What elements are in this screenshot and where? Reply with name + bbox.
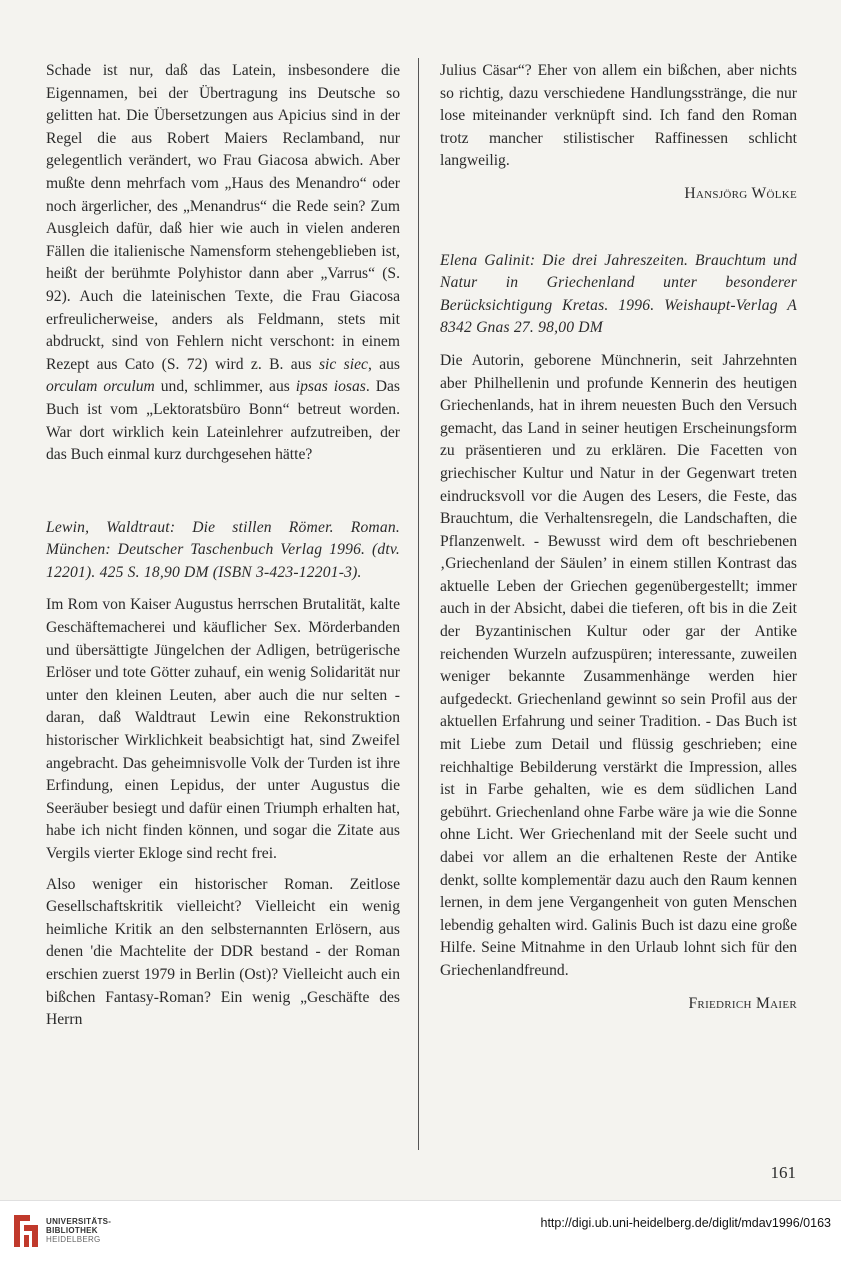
italic-term: ipsas iosas (295, 378, 366, 396)
bibliography-lewin: Lewin, Waldtraut: Die stillen Römer. Roman. München: Deutscher Taschenbuch Verlag 1996. (dtv. 12201). 425 S. 18,90 DM (ISBN 3-423-12201-3). (46, 518, 400, 581)
paragraph-text: , aus (367, 355, 400, 373)
university-library-logo (10, 1211, 42, 1251)
section-gap (46, 475, 400, 517)
bibliography-galinit: Elena Galinit: Die drei Jahreszeiten. Brauchtum und Natur in Griechenland unter besonderer Berücksichtigung Kretas. 1996. Weishaupt-Verlag A 8342 Gnas 27. 98,00 DM (440, 251, 797, 337)
library-name (46, 1217, 111, 1244)
column-divider (418, 58, 419, 1150)
paragraph-text: . Das Buch ist vom „Lektoratsbüro Bonn“ betreut worden. War dort wirklich kein Lateinlehrer aufzutreiben, der das Buch einmal kurz durchgesehen hätte? (46, 378, 400, 464)
paragraph-lewin-3: Julius Cäsar“? Eher von allem ein bißchen, aber nichts so richtig, dazu verschiedene Handlungsstränge, die nur lose miteinander verknüpft sind. Ich fand den Roman trotz mancher stilistischer Raffinessen schlicht langweilig. (440, 62, 797, 170)
paragraph-galinit: Die Autorin, geborene Münchnerin, seit Jahrzehnten aber Philhellenin und profunde Kennerin des heutigen Griechenlands, hat in ihrem neuesten Buch den Versuch gemacht, das Land in seiner heutigen Erscheinungsform zu präsentieren und zu erklären. Die Facetten von griechischer Kultur und Natur in der Gegenwart treten eindrucksvoll vor die Augen des Lesers, die Feste, das Brauchtum, die Verhaltensregeln, die Landschaften, die Pflanzenwelt. - Bewusst wird dem oft beschriebenen ‚Griechenland der Säulen’ in einem stillen Kontrast das aktuelle Leben der Griechen gegenübergestellt; immer auch in der Absicht, dabei die tieferen, oft bis in die Zeit der Byzantinischen Kultur oder gar der Antike reichenden Wurzeln aufzuspüren; interessante, zuweilen weniger bekannte Zusammenhänge werden hier aufgedeckt. Griechenland gewinnt so sein Profil aus der aktuellen Erfahrung und seiner Tradition. - Das Buch ist mit Liebe zum Detail und flüssig geschrieben; eine reichhaltige Bebilderung verstärkt die Impression, alles ist in Farbe gehalten, wie es dem südlichen Land gebührt. Griechenland ohne Farbe wäre ja wie die Sonne ohne Licht. Wer Griechenland mit der Seele sucht und dabei vor allem an die erhaltenen Reste der Antike denkt, sollte komplementär dazu auch den Raum kennen lernen, in dem jene Vergangenheit von guten Menschen lebendig gehalten wird. Galinis Buch ist dazu eine große Hilfe. Seine Mitnahme in den Urlaub lohnt sich für den Griechenlandfreund. (440, 351, 797, 979)
library-name-line: BIBLIOTHEK (46, 1226, 98, 1235)
italic-term: sic siec (318, 355, 368, 373)
left-column (46, 60, 400, 1040)
library-name-line: UNIVERSITÄTS- (46, 1217, 112, 1226)
reviewer-name-maier: Friedrich Maier (688, 994, 797, 1012)
footer-bar (0, 1200, 841, 1266)
page-number: 161 (770, 1163, 796, 1182)
paragraph-text: und, schlimmer, aus (160, 378, 290, 396)
paragraph-apicius-review (46, 60, 400, 467)
library-name-line: HEIDELBERG (46, 1235, 101, 1244)
right-column (440, 60, 797, 1015)
paragraph-text: Schade ist nur, daß das Latein, insbesondere die Eigennamen, bei der Übertragung ins Deutsche so gelitten hat. Die Übersetzungen aus Apicius sind in der Regel die aus Robert Maiers Reclamband, nur gelegentlich verändert, wo Frau Giacosa abwich. Aber mußte denn mehrfach vom „Haus des Menandro“ oder noch ärgerlicher, des „Menandrus“ die Rede sein? Zum Ausgleich dafür, daß hier wie auch in vielen anderen Fällen die italienische Namensform stehengeblieben ist, heißt der berühmte Polyhistor dann aber „Varrus“ (S. 92). Auch die lateinischen Texte, die Frau Giacosa erfreulicherweise, anders als Feldmann, stets mit abdruckt, sind von Fehlern nicht verschont: in einem Rezept aus Cato (S. 72) wird z. B. aus (46, 62, 400, 373)
paragraph-lewin-2: Also weniger ein historischer Roman. Zeitlose Gesellschaftskritik vielleicht? Vielleicht ein wenig heimliche Kritik an den selbsternannten Erlösern, aus denen 'die Machtelite der DDR bestand - der Roman erschien zuerst 1979 in Berlin (Ost)? Vielleicht auch ein bißchen Fantasy-Roman? Ein wenig „Geschäfte des Herrn (46, 875, 400, 1029)
reviewer-name-woelke: Hansjörg Wölke (684, 184, 797, 202)
permalink-url[interactable]: http://digi.ub.uni-heidelberg.de/diglit/mdav1996/0163 (540, 1216, 831, 1230)
paragraph-lewin-1: Im Rom von Kaiser Augustus herrschen Brutalität, kalte Geschäftemacherei und käuflicher Sex. Mörderbanden und übersättigte Jüngelchen der Adligen, betrügerische Erlöser und tote Götter zuhauf, ein wenig Solidarität nur unter den kleinen Leuten, aber auch die nur selten - daran, daß Waldtraut Lewin eine Rekonstruktion historischer Wirklichkeit beabsichtigt hat, sind Zweifel angebracht. Das geheimnisvolle Volk der Turden ist ihre Erfindung, einen Lepidus, der unter Augustus die Seeräuber besiegt und dafür einen Triumph erhalten hat, habe ich nicht finden können, und sogar die Zitate aus Vergils vierter Ekloge sind recht frei. (46, 596, 400, 862)
italic-term: orculam orculum (46, 378, 155, 396)
section-gap (440, 206, 797, 250)
